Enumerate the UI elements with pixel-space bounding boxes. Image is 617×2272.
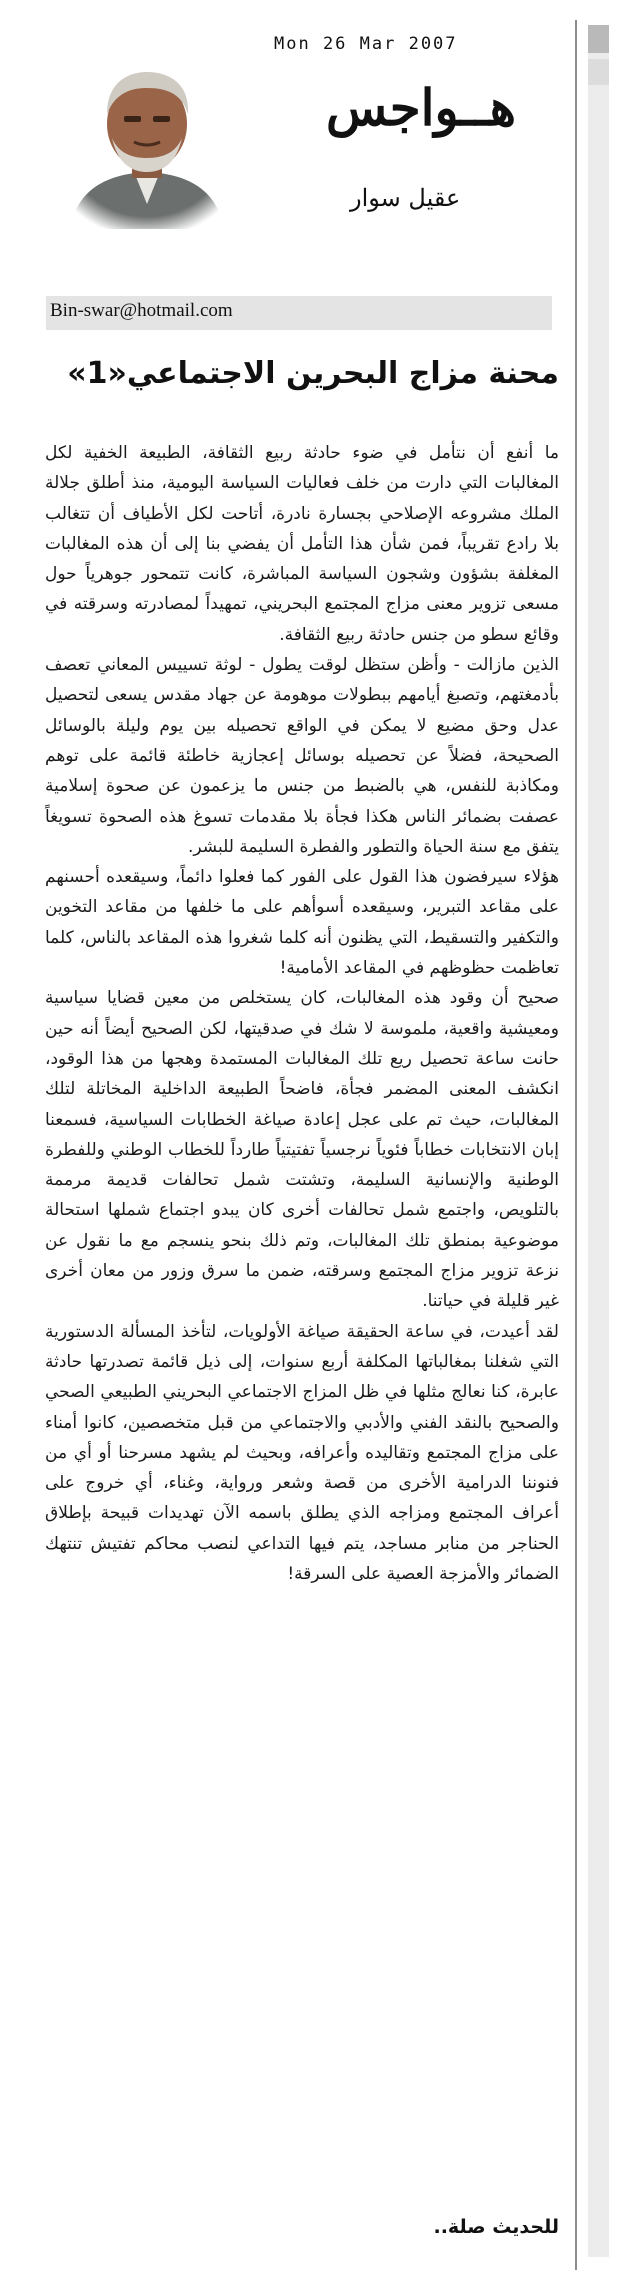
article-paragraph: ما أنفع أن نتأمل في ضوء حادثة ربيع الثقافة، الطبيعة الخفية لكل المغالبات التي دارت من خلف فعاليات السياسة اليومية، منذ أطلق جلالة الملك مشروعه الإصلاحي بجسارة نادرة، أتاحت لكل الأطياف أن تتغالب بلا رادع تقريباً، فمن شأن هذا التأمل أن يفضي بنا إلى أن هذه المغالبات المغلفة بشؤون وشجون السياسة المباشرة، كانت تتمحور جوهرياً حول مسعى تزوير معنى مزاج المجتمع البحريني، تمهيداً لمصادرته وسرقته في وقائع سطو من جنس حادثة ربيع الثقافة. (45, 443, 559, 645)
author-email-link[interactable]: Bin-swar@hotmail.com (50, 300, 233, 321)
article-paragraph: لقد أعيدت، في ساعة الحقيقة صياغة الأولويات، لتأخذ المسألة الدستورية التي شغلنا بمغالباتها المكلفة أربع سنوات، إلى ذيل قائمة تصدرتها حادثة عابرة، كنا نعالج مثلها في ظل المزاج الاجتماعي البحريني الطبيعي الصحي والصحيح بالنقد الفني والأدبي والاجتماعي من قبل متخصصين، كانوا أمناء على مزاج المجتمع وتقاليده وأعرافه، وبحيث لم يشهد مسرحنا أو أي من فنوننا الدرامية الأخرى من قصة وشعر ورواية، وغناء، أي خروج على أعراف المجتمع ومزاجه الذي يطلق باسمه الآن تهديدات قبيحة بإطلاق الحناجر من منابر مساجد، يتم فيها التداعي لنصب محاكم تفتيش تنتهك الضمائر والأمزجة العصية على السرقة! (45, 1321, 559, 1584)
author-photo (52, 54, 242, 229)
column-divider (575, 20, 577, 2270)
article-signoff: للحديث صلة.. (433, 2216, 559, 2238)
article-title: محنة مزاج البحرين الاجتماعي«1» (67, 356, 559, 391)
scrollbar-thumb[interactable] (588, 25, 609, 53)
article-paragraph: هؤلاء سيرفضون هذا القول على الفور كما فعلوا دائماً، وسيقعده أحسنهم على مقاعد التبرير، وسيقعده أسوأهم على ما خلفها من مقاعد التخوين والتكفير والتسقيط، التي يظنون أنه كلما شغروا هذه المقاعد بالناس، كلما تعاظمت حظوظهم في المقاعد الأمامية! (45, 867, 559, 979)
scrollbar[interactable] (588, 25, 609, 2257)
scrollbar-track-segment[interactable] (588, 59, 609, 85)
column-name: هــواجس (326, 78, 517, 137)
article-body (45, 438, 559, 1589)
article-paragraph: الذين مازالت - وأظن ستظل لوقت يطول - لوثة تسييس المعاني تعصف بأدمغتهم، وتصبغ أيامهم ببطولات موهومة عن جهاد مقدس يسعى لتحصيل عدل وحق مضيع لا يمكن في الواقع تحصيله بين يوم وليلة بالوسائل الصحيحة، فضلاً عن تحصيله بوسائل إعجازية خاطئة قائمة على توهم ومكاذبة للنفس، هي بالضبط من جنس ما يزعمون عن صحوة إسلامية عصفت بضمائر الناس هكذا فجأة بلا مقدمات تسوغ هذه الصحوة تسويغاً يتفق مع سنة الحياة والتطور والفطرة السليمة للبشر. (45, 655, 559, 857)
author-name: عقيل سوار (350, 184, 461, 212)
article-paragraph: صحيح أن وقود هذه المغالبات، كان يستخلص من معين قضايا سياسية ومعيشية واقعية، ملموسة لا شك في صدقيتها، لكن الصحيح أيضاً أنه حين حانت ساعة تحصيل ريع تلك المغالبات المستمدة وهجها من هذا الوقود، انكشف المعنى المضمر فجأة، فاضحاً الطبيعة الداخلية المخاتلة لتلك المغالبات، حيث تم على عجل إعادة صياغة الخطابات السياسية، فسمعنا إبان الانتخابات خطاباً فئوياً نرجسياً تفتيتياً طارداً للخطاب الوطني وللفطرة الوطنية والإنسانية السليمة، وتشتت شمل تحالفات قديمة مرممة بالتلويص، واجتمع شمل تحالفات أخرى كان يبدو اجتماع شملها استحالة موضوعية بمنطق تلك المغالبات، وتم ذلك بنحو ينسجم مع ما نقول عن نزعة تزوير مزاج المجتمع وسرقته، ضمن ما سرق وزور من معان أخرى غير قليلة في حياتنا. (45, 988, 559, 1312)
publication-date: Mon 26 Mar 2007 (274, 34, 458, 54)
